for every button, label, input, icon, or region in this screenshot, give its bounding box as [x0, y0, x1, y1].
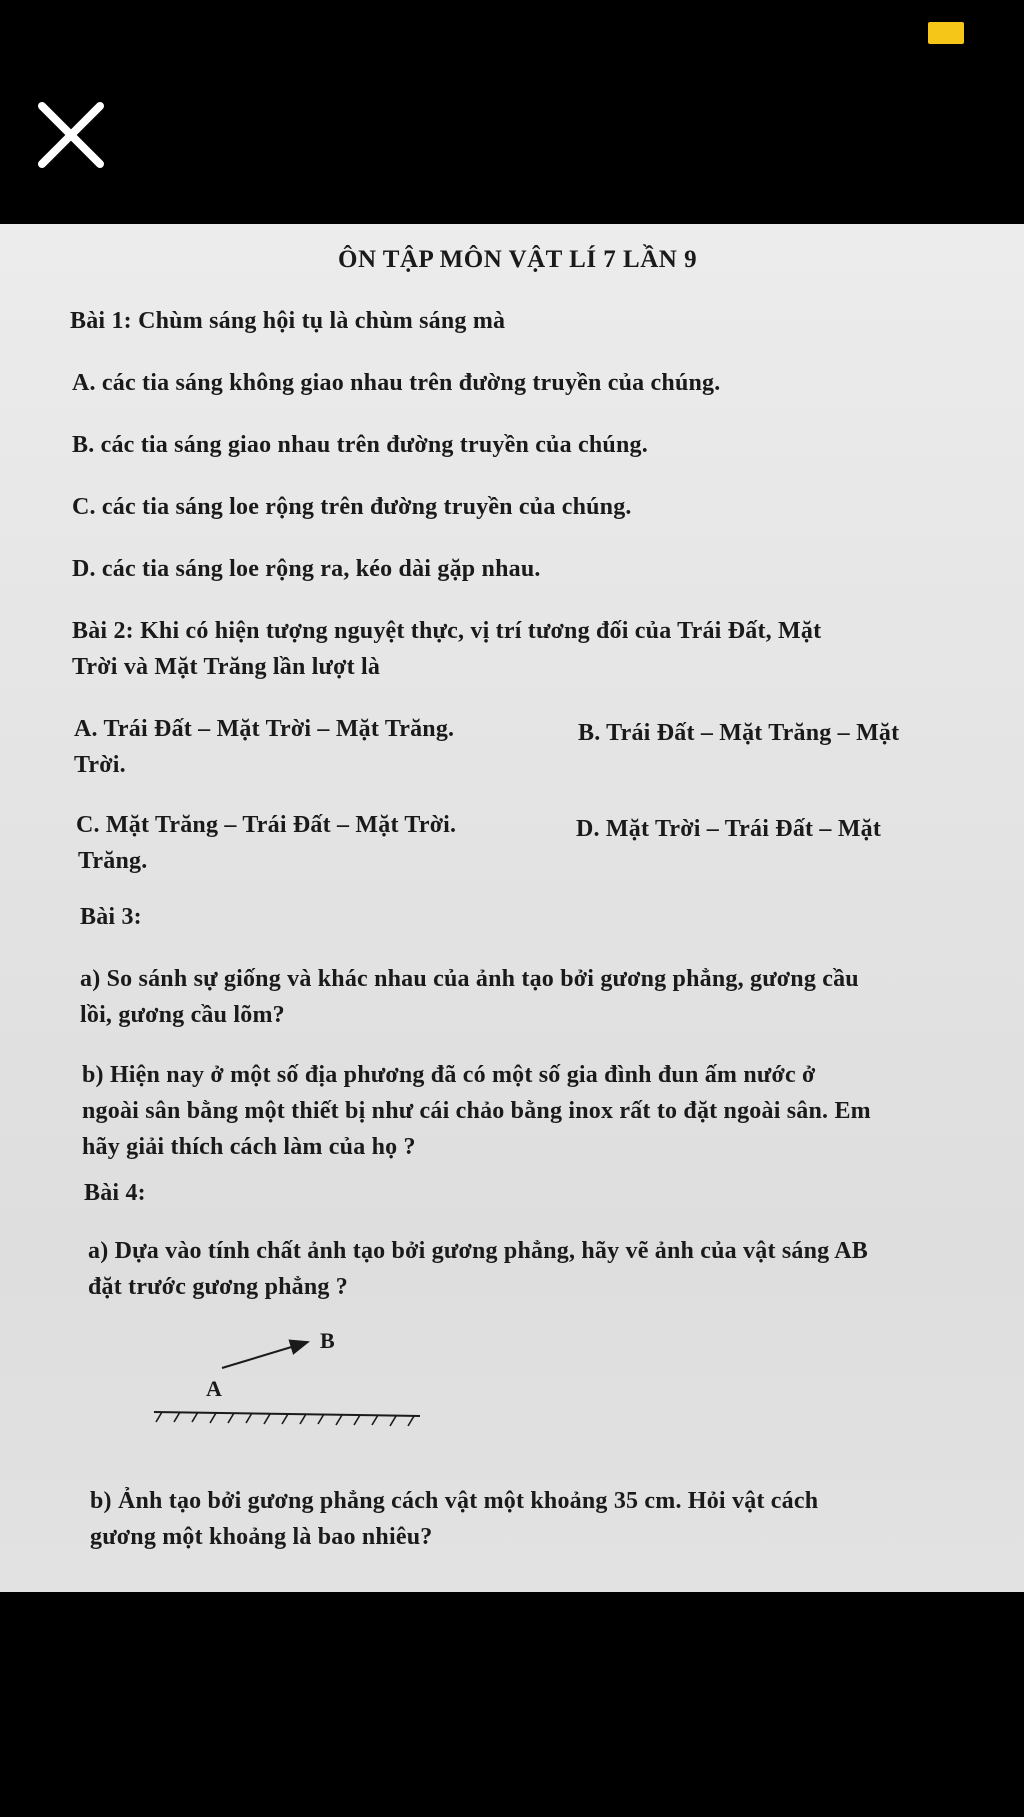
page-title: ÔN TẬP MÔN VẬT LÍ 7 LẦN 9 — [338, 246, 698, 273]
bai2-option-d-cont: Trăng. — [78, 848, 148, 874]
mirror-diagram — [140, 1324, 440, 1434]
bai4-b-line1: b) Ảnh tạo bởi gương phẳng cách vật một khoảng 35 cm. Hỏi vật cách — [90, 1488, 819, 1514]
bai2-question-line2: Trời và Mặt Trăng lần lượt là — [72, 654, 381, 680]
document-photo — [0, 224, 1024, 1592]
bai2-option-c: C. Mặt Trăng – Trái Đất – Mặt Trời. — [76, 812, 457, 838]
label-b: B — [320, 1328, 335, 1353]
close-icon — [36, 100, 106, 170]
bai4-heading: Bài 4: — [84, 1180, 146, 1206]
label-a: A — [206, 1376, 222, 1401]
bai2-option-b: B. Trái Đất – Mặt Trăng – Mặt — [578, 720, 900, 746]
bai1-question: Bài 1: Chùm sáng hội tụ là chùm sáng mà — [70, 308, 506, 334]
bai2-option-b-cont: Trời. — [74, 752, 126, 778]
bai3-a-line1: a) So sánh sự giống và khác nhau của ảnh tạo bởi gương phẳng, gương cầu — [80, 966, 859, 992]
bai3-b-line3: hãy giải thích cách làm của họ ? — [82, 1134, 416, 1160]
bai2-option-d: D. Mặt Trời – Trái Đất – Mặt — [576, 816, 882, 842]
close-button[interactable] — [36, 100, 106, 170]
status-indicator — [928, 22, 964, 44]
bai2-question-line1: Bài 2: Khi có hiện tượng nguyệt thực, vị trí tương đối của Trái Đất, Mặt — [72, 618, 822, 644]
bai3-b-line1: b) Hiện nay ở một số địa phương đã có một số gia đình đun ấm nước ở — [82, 1062, 816, 1088]
bai1-option-a: A. các tia sáng không giao nhau trên đường truyền của chúng. — [72, 370, 721, 396]
bai1-option-d: D. các tia sáng loe rộng ra, kéo dài gặp nhau. — [72, 556, 541, 582]
bai4-a-line2: đặt trước gương phẳng ? — [88, 1274, 349, 1300]
object-ab-arrow — [222, 1342, 308, 1368]
bai3-a-line2: lồi, gương cầu lõm? — [80, 1002, 285, 1028]
bai3-heading: Bài 3: — [80, 904, 142, 930]
bai4-b-line2: gương một khoảng là bao nhiêu? — [90, 1524, 433, 1550]
bai2-option-a: A. Trái Đất – Mặt Trời – Mặt Trăng. — [74, 716, 455, 742]
bai1-option-c: C. các tia sáng loe rộng trên đường truyền của chúng. — [72, 494, 632, 520]
bai1-option-b: B. các tia sáng giao nhau trên đường truyền của chúng. — [72, 432, 648, 458]
bai3-b-line2: ngoài sân bằng một thiết bị như cái chảo bằng inox rất to đặt ngoài sân. Em — [82, 1098, 871, 1124]
bai4-a-line1: a) Dựa vào tính chất ảnh tạo bởi gương phẳng, hãy vẽ ảnh của vật sáng AB — [88, 1238, 868, 1264]
